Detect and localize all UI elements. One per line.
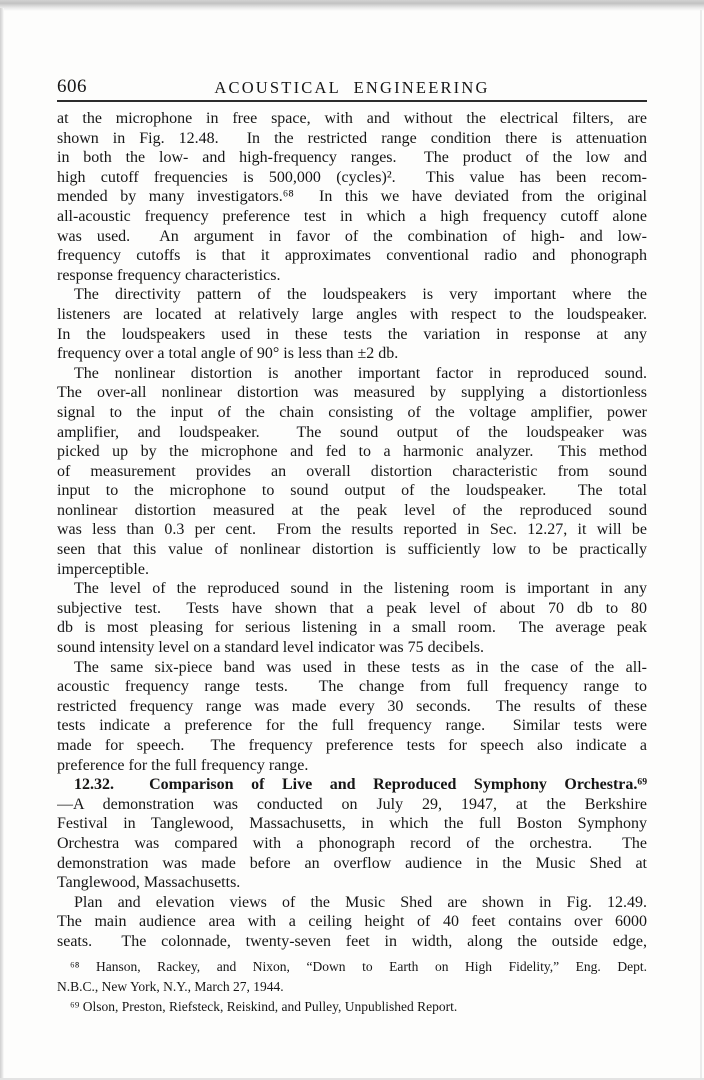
text-line: The level of the reproduced sound in the listening room is important in any	[74, 580, 647, 598]
text-line: all-acoustic frequency preference test in which a high frequency cutoff alone	[57, 207, 647, 225]
header-rule	[57, 100, 647, 102]
text-line: mended by many investigators.⁶⁸ In this we have deviated from the original	[57, 188, 647, 206]
text-line: listeners are located at relatively large angles with respect to the loudspeaker.	[57, 305, 647, 323]
paragraph	[57, 658, 647, 776]
text-line: tests indicate a preference for the full frequency range. Similar tests were	[57, 717, 647, 735]
text-line: The same six-piece band was used in these tests as in the case of the all-	[74, 658, 647, 676]
scan-edge-right	[700, 10, 702, 1080]
paragraph	[57, 997, 647, 1017]
text-line: high cutoff frequencies is 500,000 (cycles)². This value has been recom-	[57, 168, 647, 186]
text-line: input to the microphone to sound output of the loudspeaker. The total	[57, 482, 647, 500]
text-line: The nonlinear distortion is another important factor in reproduced sound.	[74, 364, 647, 382]
text-line: made for speech. The frequency preference tests for speech also indicate a	[57, 737, 647, 754]
text-line: 12.32. Comparison of Live and Reproduced Symphony Orchestra.⁶⁹	[74, 776, 647, 794]
paragraph	[57, 579, 647, 657]
paragraph	[57, 957, 647, 997]
text-line: Tanglewood, Massachusetts.	[57, 874, 241, 892]
text-line: In the loudspeakers used in these tests the variation in response at any	[57, 325, 647, 343]
text-line: seats. The colonnade, twenty-seven feet in width, along the outside edge,	[57, 932, 647, 950]
paragraph	[57, 893, 647, 952]
paragraph	[57, 285, 647, 363]
text-line: ⁶⁹ Olson, Preston, Riefsteck, Reiskind, and Pulley, Unpublished Report.	[70, 999, 458, 1014]
text-line: was used. An argument in favor of the combination of high- and low-	[57, 227, 647, 245]
text-line: response frequency characteristics.	[57, 266, 281, 284]
text-line: imperceptible.	[57, 560, 149, 578]
text-line: ⁶⁸ Hanson, Rackey, and Nixon, “Down to Earth on High Fidelity,” Eng. Dept.	[70, 959, 647, 974]
running-title: ACOUSTICAL ENGINEERING	[214, 78, 490, 97]
text-line: shown in Fig. 12.48. In the restricted range condition there is attenuation	[57, 129, 647, 147]
text-line: at the microphone in free space, with and without the electrical filters, are	[57, 110, 647, 127]
text-line: subjective test. Tests have shown that a peak level of about 70 db to 80	[57, 599, 647, 617]
text-line: frequency over a total angle of 90° is less than ±2 db.	[57, 345, 399, 363]
text-line: of measurement provides an overall distortion characteristic from sound	[57, 462, 647, 480]
running-head	[57, 76, 647, 100]
footnotes	[57, 957, 647, 1017]
body-text	[57, 109, 647, 952]
text-line: nonlinear distortion measured at the peak level of the reproduced sound	[57, 501, 647, 519]
text-line: The over-all nonlinear distortion was measured by supplying a distortionless	[57, 384, 647, 402]
text-line: Plan and elevation views of the Music Shed are shown in Fig. 12.49.	[74, 893, 647, 911]
text-line: preference for the full frequency range.	[57, 756, 309, 774]
paragraph	[57, 109, 647, 285]
scan-edge-top	[0, 0, 704, 11]
text-line: The main audience area with a ceiling height of 40 feet contains over 6000	[57, 913, 647, 931]
text-line: picked up by the microphone and fed to a harmonic analyzer. This method	[57, 443, 647, 461]
text-line: restricted frequency range was made every 30 seconds. The results of these	[57, 697, 647, 715]
text-line: was less than 0.3 per cent. From the results reported in Sec. 12.27, it will be	[57, 521, 647, 539]
text-line: demonstration was made before an overflow audience in the Music Shed at	[57, 854, 647, 872]
text-line: Orchestra was compared with a phonograph record of the orchestra. The	[57, 834, 647, 852]
text-line: acoustic frequency range tests. The change from full frequency range to	[57, 678, 647, 696]
text-line: The directivity pattern of the loudspeakers is very important where the	[74, 286, 647, 304]
text-line: Festival in Tanglewood, Massachusetts, in which the full Boston Symphony	[57, 815, 647, 833]
text-line: db is most pleasing for serious listening in a small room. The average peak	[57, 619, 647, 637]
text-line: signal to the input of the chain consisting of the voltage amplifier, power	[57, 403, 647, 421]
text-line: —A demonstration was conducted on July 29, 1947, at the Berkshire	[57, 795, 647, 813]
paragraph	[57, 775, 647, 893]
text-line: N.B.C., New York, N.Y., March 27, 1944.	[57, 979, 284, 994]
text-line: amplifier, and loudspeaker. The sound output of the loudspeaker was	[57, 423, 647, 441]
text-line: sound intensity level on a standard level indicator was 75 decibels.	[57, 639, 484, 657]
scan-edge-left	[0, 8, 4, 1080]
text-line: seen that this value of nonlinear distortion is sufficiently low to be practically	[57, 541, 647, 559]
paragraph	[57, 364, 647, 580]
text-line: frequency cutoffs is that it approximates conventional radio and phonograph	[57, 247, 647, 265]
text-line: in both the low- and high-frequency ranges. The product of the low and	[57, 149, 647, 167]
page-number: 606	[57, 76, 87, 97]
